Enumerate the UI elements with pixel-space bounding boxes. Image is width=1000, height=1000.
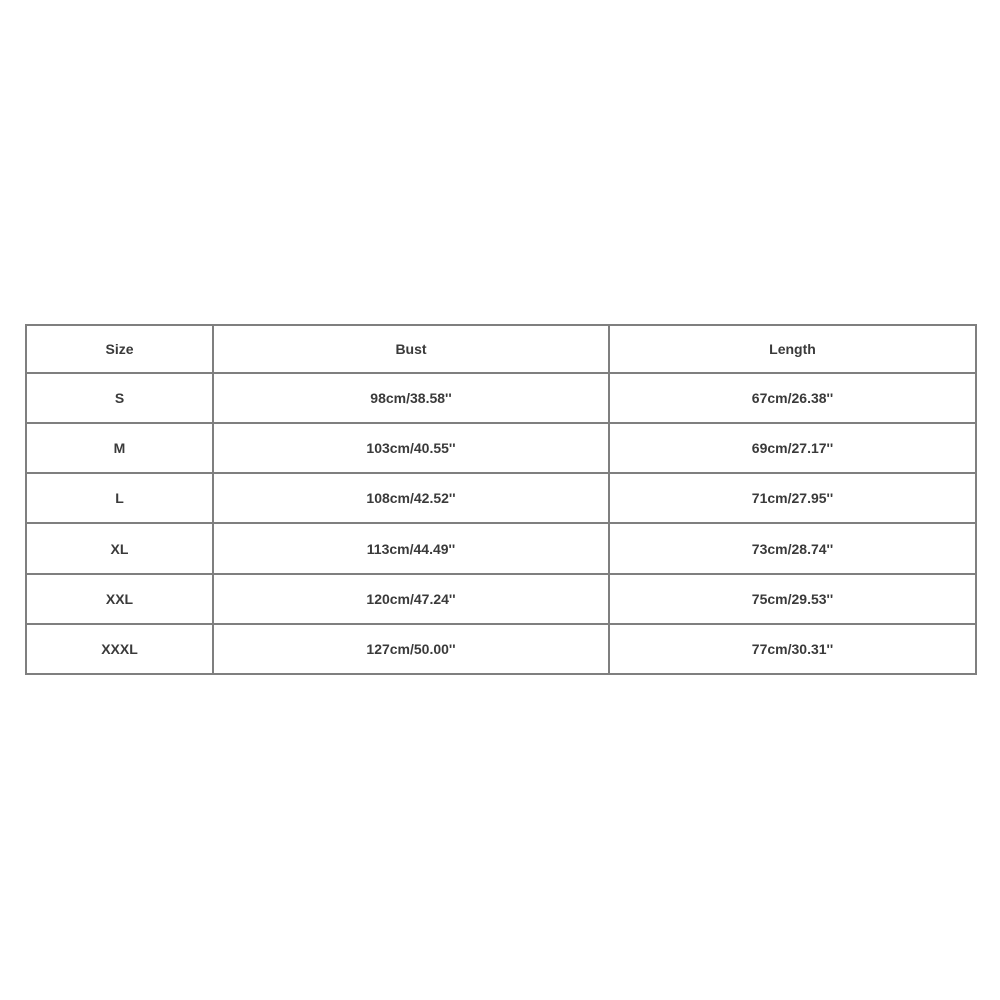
cell-length: 75cm/29.53'' xyxy=(609,574,976,624)
cell-length: 69cm/27.17'' xyxy=(609,423,976,473)
cell-size: S xyxy=(26,373,213,423)
cell-length: 73cm/28.74'' xyxy=(609,523,976,573)
cell-bust: 120cm/47.24'' xyxy=(213,574,609,624)
cell-size: XXXL xyxy=(26,624,213,674)
cell-size: XXL xyxy=(26,574,213,624)
table-row xyxy=(26,574,976,624)
cell-length: 77cm/30.31'' xyxy=(609,624,976,674)
cell-length: 71cm/27.95'' xyxy=(609,473,976,523)
cell-size: M xyxy=(26,423,213,473)
table-row xyxy=(26,523,976,573)
cell-bust: 108cm/42.52'' xyxy=(213,473,609,523)
cell-size: XL xyxy=(26,523,213,573)
table-header-row xyxy=(26,325,976,373)
header-length: Length xyxy=(609,325,976,373)
header-size: Size xyxy=(26,325,213,373)
cell-length: 67cm/26.38'' xyxy=(609,373,976,423)
cell-bust: 127cm/50.00'' xyxy=(213,624,609,674)
table-row xyxy=(26,373,976,423)
cell-bust: 103cm/40.55'' xyxy=(213,423,609,473)
header-bust: Bust xyxy=(213,325,609,373)
cell-bust: 113cm/44.49'' xyxy=(213,523,609,573)
cell-bust: 98cm/38.58'' xyxy=(213,373,609,423)
table-row xyxy=(26,423,976,473)
size-chart-table xyxy=(25,324,977,675)
cell-size: L xyxy=(26,473,213,523)
table-row xyxy=(26,624,976,674)
table-row xyxy=(26,473,976,523)
